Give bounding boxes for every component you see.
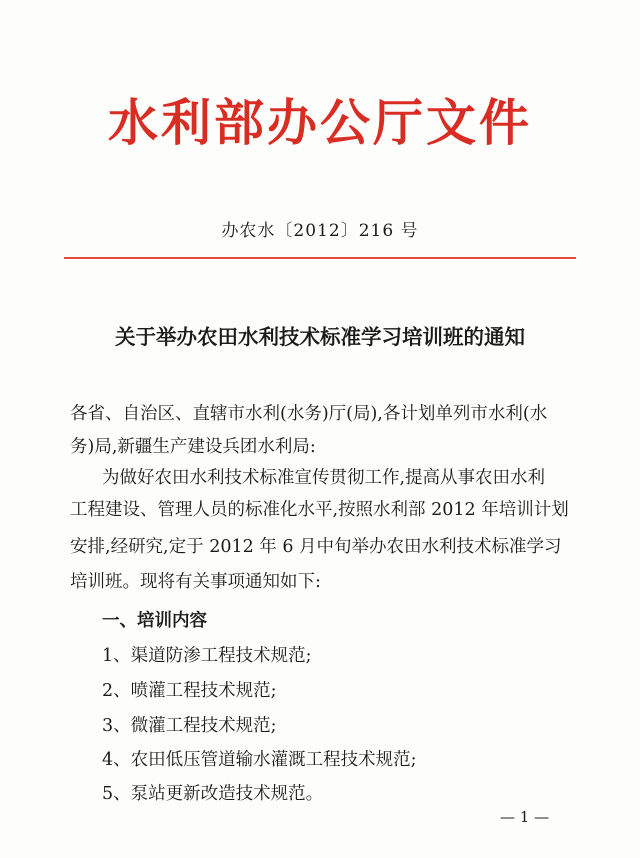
- addressee-line: 各省、自治区、直辖市水利(水务)厅(局),各计划单列市水利(水: [70, 404, 548, 424]
- list-item: 2、喷灌工程技术规范;: [102, 681, 277, 701]
- document-header-title: 水利部办公厅文件: [108, 93, 532, 152]
- notice-title: 关于举办农田水利技术标准学习培训班的通知: [115, 325, 525, 349]
- section-heading: 一、培训内容: [102, 611, 207, 631]
- list-item: 5、泵站更新改造技术规范。: [102, 784, 324, 804]
- document-number: 办农水〔2012〕216 号: [221, 221, 419, 241]
- list-item: 3、微灌工程技术规范;: [102, 716, 277, 736]
- list-item: 1、渠道防渗工程技术规范;: [102, 646, 312, 666]
- intro-paragraph-line: 培训班。现将有关事项通知如下:: [70, 572, 321, 592]
- addressee-line: 务)局,新疆生产建设兵团水利局:: [70, 437, 316, 457]
- page-number: — 1 —: [500, 808, 550, 826]
- intro-paragraph-line: 工程建设、管理人员的标准化水平,按照水利部 2012 年培训计划: [70, 500, 569, 520]
- red-divider-line: [64, 257, 576, 259]
- intro-paragraph-line: 为做好农田水利技术标准宣传贯彻工作,提高从事农田水利: [102, 468, 546, 488]
- intro-paragraph-line: 安排,经研究,定于 2012 年 6 月中旬举办农田水利技术标准学习: [70, 537, 562, 557]
- list-item: 4、农田低压管道输水灌溉工程技术规范;: [102, 750, 417, 770]
